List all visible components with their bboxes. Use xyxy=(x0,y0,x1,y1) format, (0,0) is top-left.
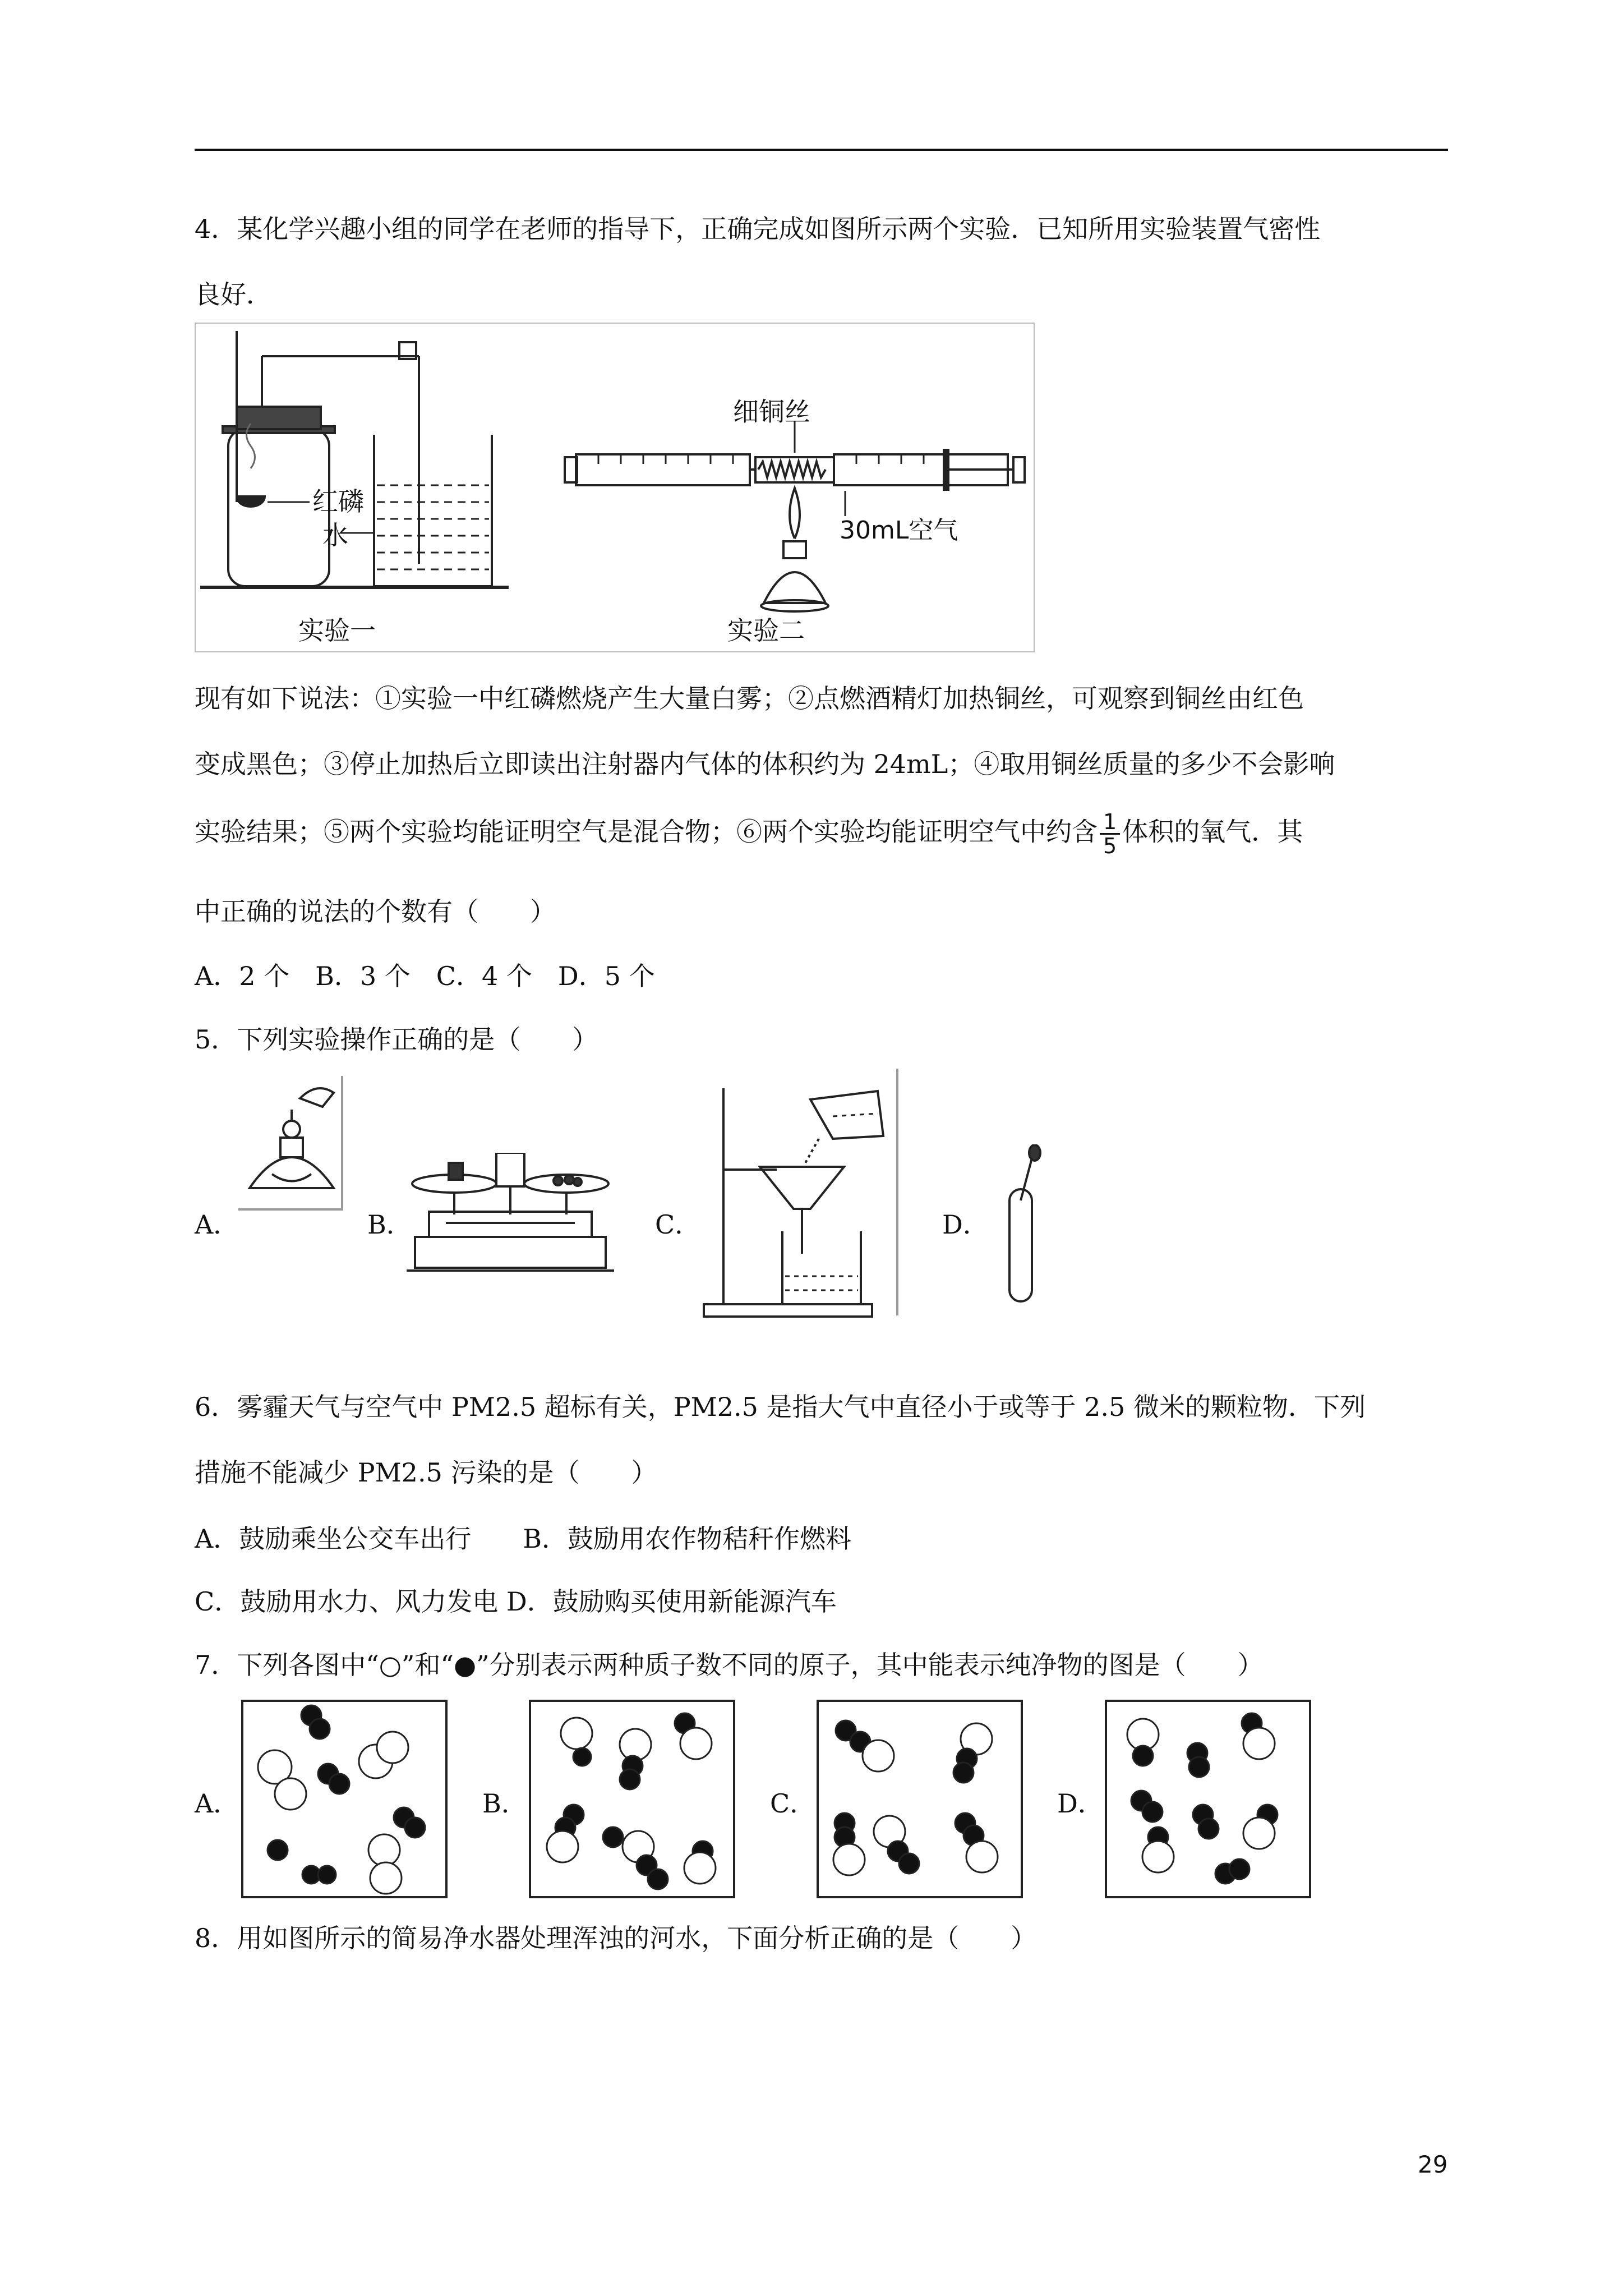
label-phosphorus: 红磷 xyxy=(312,486,364,517)
q4-statement-line4: 中正确的说法的个数有（ ） xyxy=(195,896,556,927)
q7-option-a-particles xyxy=(241,1700,449,1899)
q4-statement-line3-end: 体积的氧气．其 xyxy=(1122,816,1303,847)
q7-label-d: D． xyxy=(1057,1788,1104,1819)
q8-stem: 8．用如图所示的简易净水器处理浑浊的河水，下面分析正确的是（ ） xyxy=(195,1923,1037,1953)
q5-label-b: B． xyxy=(367,1209,412,1240)
q4-statement-line2: 变成黑色；③停止加热后立即读出注射器内气体的体积约为 24mL；④取用铜丝质量的多少不会影响 xyxy=(195,749,1335,779)
label-30ml-air: 30mL空气 xyxy=(840,516,958,545)
q4-statement-line3 xyxy=(195,811,1303,857)
header-rule xyxy=(195,149,1448,151)
q4-stem-line2: 良好． xyxy=(195,279,272,310)
label-water: 水 xyxy=(322,520,348,550)
q5-label-a: A． xyxy=(195,1209,239,1240)
q6-stem-line2: 措施不能减少 PM2.5 污染的是（ ） xyxy=(195,1457,657,1488)
q6-stem-line1: 6．雾霾天气与空气中 PM2.5 超标有关，PM2.5 是指大气中直径小于或等于 2.5 微米的颗粒物．下列 xyxy=(195,1392,1366,1422)
q7-option-d-particles xyxy=(1105,1700,1312,1899)
fraction-denominator: 5 xyxy=(1103,834,1117,858)
q7-option-c-particles xyxy=(817,1700,1024,1899)
fraction-numerator: 1 xyxy=(1100,811,1120,835)
q4-options: A．2 个 B．3 个 C．4 个 D．5 个 xyxy=(195,961,655,991)
q5-stem: 5．下列实验操作正确的是（ ） xyxy=(195,1024,598,1055)
q5-option-c-filtration xyxy=(698,1069,900,1318)
q6-options-cd: C．鼓励用水力、风力发电 D．鼓励购买使用新能源汽车 xyxy=(195,1586,837,1617)
q5-option-a-alcohol-lamp xyxy=(238,1076,345,1211)
q4-figure xyxy=(195,323,1036,654)
q7-label-a: A． xyxy=(195,1788,239,1819)
q5-option-b-balance xyxy=(407,1153,614,1276)
q7-label-c: C． xyxy=(770,1788,816,1819)
q4-statement-line1: 现有如下说法：①实验一中红磷燃烧产生大量白雾；②点燃酒精灯加热铜丝，可观察到铜丝由红色 xyxy=(195,683,1304,714)
page-number: 29 xyxy=(1418,2151,1448,2178)
q5-label-d: D． xyxy=(942,1209,989,1240)
q7-label-b: B． xyxy=(482,1788,527,1819)
q7-stem: 7．下列各图中“○”和“●”分别表示两种质子数不同的原子，其中能表示纯净物的图是（ ） xyxy=(195,1650,1264,1680)
label-experiment-2: 实验二 xyxy=(727,615,805,646)
q6-options-ab: A．鼓励乘坐公交车出行 B．鼓励用农作物秸秆作燃料 xyxy=(195,1524,852,1554)
q4-stem-line1: 4．某化学兴趣小组的同学在老师的指导下，正确完成如图所示两个实验．已知所用实验装置气密性 xyxy=(195,214,1321,244)
fraction-one-fifth xyxy=(1100,811,1120,857)
label-copper-wire: 细铜丝 xyxy=(733,397,810,427)
label-experiment-1: 实验一 xyxy=(298,615,376,646)
q7-option-b-particles xyxy=(529,1700,736,1899)
q5-option-d-dropper xyxy=(993,1144,1060,1313)
q5-label-c: C． xyxy=(655,1209,701,1240)
q4-statement-line3-start: 实验结果；⑤两个实验均能证明空气是混合物；⑥两个实验均能证明空气中约含 xyxy=(195,816,1098,847)
